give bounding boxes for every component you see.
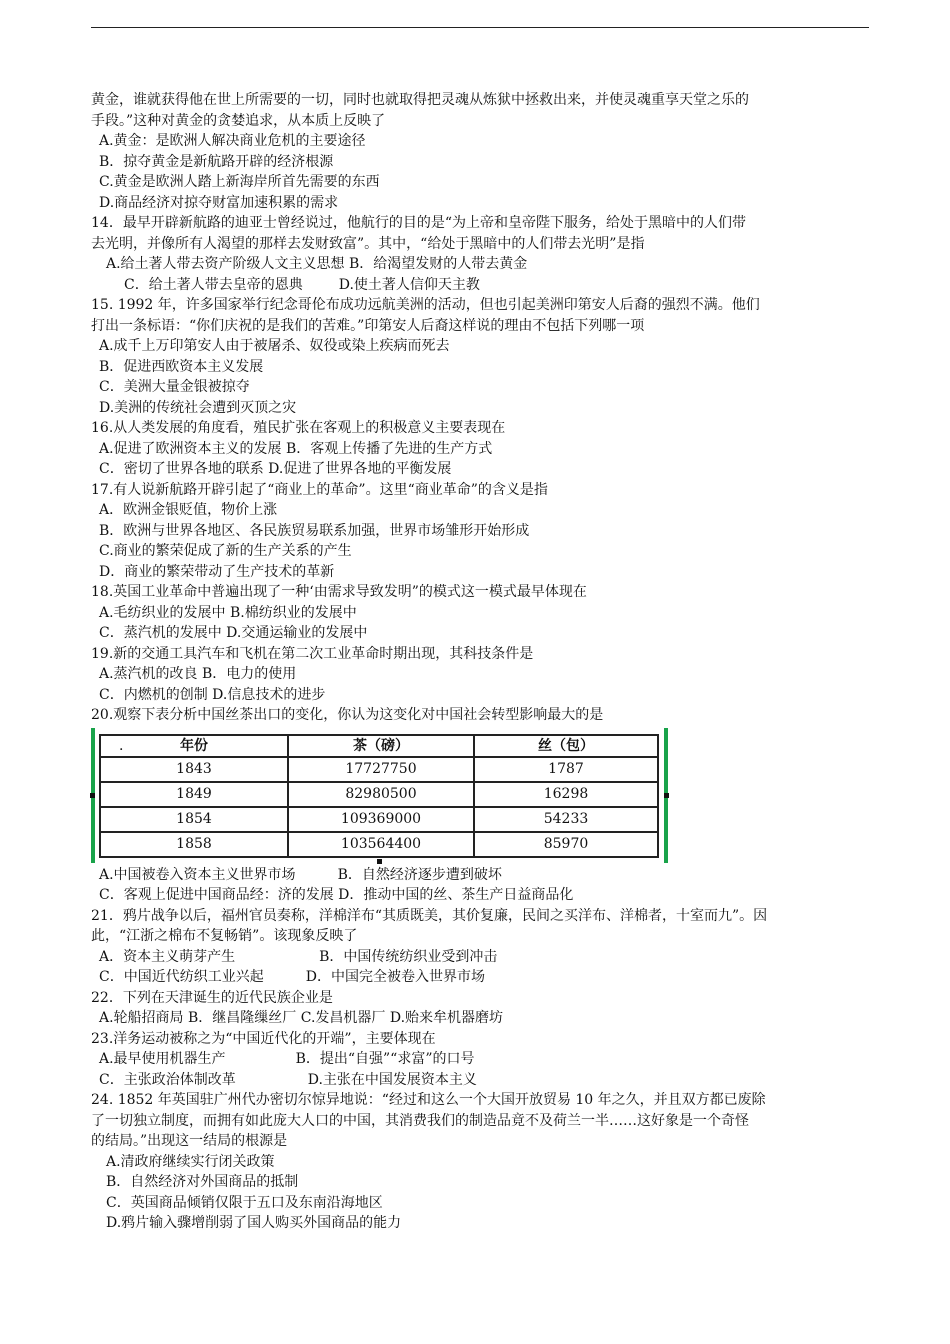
question-20 (91, 705, 871, 906)
options-cd (91, 967, 871, 988)
question-15 (91, 295, 871, 418)
option-b: B．自然经济逐步遭到破坏 (337, 866, 502, 883)
silk-tea-export-table-image[interactable] (91, 728, 668, 863)
stem-line: 14．最早开辟新航路的迪亚士曾经说过，他航行的目的是“为上帝和皇帝陛下服务，给处于黑暗中的人们带 (91, 215, 746, 231)
question-18 (91, 582, 871, 644)
question-24 (91, 1090, 871, 1234)
stem-line: 了一切独立制度，而拥有如此庞大人口的中国，其消费我们的制造品竟不及荷兰一半……这好象是一个奇怪 (91, 1112, 749, 1129)
option-d: D．商业的繁荣带动了生产技术的革新 (99, 563, 335, 580)
cell-tea: 109369000 (288, 807, 474, 832)
resize-handle-left[interactable] (90, 793, 95, 798)
stem-line: 打出一条标语：“你们庆祝的是我们的苦难。”印第安人后裔这样说的理由不包括下列哪一项 (91, 317, 645, 334)
silk-tea-table (99, 734, 659, 858)
stem-line: 19.新的交通工具汽车和飞机在第二次工业革命时期出现，其科技条件是 (91, 645, 534, 662)
options-cd: C．内燃机的创制 D.信息技术的进步 (99, 686, 326, 703)
question-14 (91, 213, 871, 295)
stem-line: 21．鸦片战争以后，福州官员奏称，洋棉洋布“其质既美，其价复廉，民间之买洋布、洋棉者，十室而九”。因 (91, 907, 768, 924)
stem-line: 16.从人类发展的角度看，殖民扩张在客观上的积极意义主要表现在 (91, 420, 506, 436)
exam-page (91, 90, 871, 1234)
options-cd: C．密切了世界各地的联系 D.促进了世界各地的平衡发展 (99, 461, 452, 477)
cell-year: 1849 (100, 782, 288, 807)
header-rule (91, 27, 869, 28)
table-row (100, 782, 658, 807)
option-a: A.最早使用机器生产 (99, 1051, 226, 1067)
cell-tea: 17727750 (288, 757, 474, 782)
option-a: A.中国被卷入资本主义世界市场 (99, 866, 296, 883)
option-d: D.使土著人信仰天主教 (338, 276, 480, 293)
option-d: D.美洲的传统社会遭到灭顶之灾 (99, 399, 297, 416)
header-tea: 茶（磅） (288, 735, 474, 758)
option-b: B．提出“自强”“求富”的口号 (295, 1051, 475, 1067)
options-cd: C．蒸汽机的发展中 D.交通运输业的发展中 (99, 625, 368, 641)
option-b: B．促进西欧资本主义发展 (99, 358, 264, 375)
options-cd (91, 275, 871, 296)
option-c: C．中国近代纺织工业兴起 (99, 969, 264, 985)
option-b: B．欧洲与世界各地区、各民族贸易联系加强，世界市场雏形开始形成 (99, 522, 530, 539)
stem-line: 此，“江浙之棉布不复畅销”。该现象反映了 (91, 928, 358, 944)
stem-line: 24. 1852 年英国驻广州代办密切尔惊异地说：“经过和这么一个大国开放贸易 10 年之久，并且双方都已废除 (91, 1092, 766, 1108)
stem-line: 的结局。”出现这一结局的根源是 (91, 1133, 288, 1149)
option-d: D．中国完全被卷入世界市场 (305, 969, 485, 985)
option-d: D.主张在中国发展资本主义 (307, 1071, 477, 1088)
cell-year: 1854 (100, 807, 288, 832)
table-header-row (100, 735, 658, 758)
header-year: · 年份 (100, 735, 288, 758)
cell-silk: 1787 (474, 757, 658, 782)
options-ab: A.促进了欧洲资本主义的发展 B．客观上传播了先进的生产方式 (99, 440, 493, 457)
stem-line: 黄金，谁就获得他在世上所需要的一切，同时也就取得把灵魂从炼狱中拯救出来，并使灵魂重享天堂之乐的 (91, 92, 749, 108)
option-a: A．欧洲金银贬值，物价上涨 (99, 502, 278, 518)
cell-year: 1843 (100, 757, 288, 782)
stem-line: 去光明，并像所有人渴望的那样去发财致富”。其中，“给处于黑暗中的人们带去光明”是指 (91, 235, 645, 252)
question-19 (91, 644, 871, 706)
stem-line: 20.观察下表分析中国丝茶出口的变化，你认为这变化对中国社会转型影响最大的是 (91, 707, 604, 723)
options-ab (91, 947, 871, 968)
cell-silk: 54233 (474, 807, 658, 832)
option-c: C．给土著人带去皇帝的恩典 (124, 276, 303, 293)
question-21 (91, 906, 871, 988)
question-23 (91, 1029, 871, 1091)
question-16 (91, 418, 871, 480)
option-c: C．英国商品倾销仅限于五口及东南沿海地区 (106, 1194, 383, 1211)
option-a: A.成千上万印第安人由于被屠杀、奴役或染上疾病而死去 (99, 338, 450, 354)
question-22 (91, 988, 871, 1029)
options-ab (91, 865, 871, 886)
option-b: B．中国传统纺织业受到冲击 (319, 948, 498, 965)
option-b: B．掠夺黄金是新航路开辟的经济根源 (99, 153, 334, 170)
cell-tea: 82980500 (288, 782, 474, 807)
cell-silk: 85970 (474, 832, 658, 857)
stem-line: 23.洋务运动被称之为“中国近代化的开端”，主要体现在 (91, 1030, 436, 1047)
question-13-continued (91, 90, 871, 213)
option-a: A．资本主义萌芽产生 (99, 948, 236, 965)
options-abcd: A.轮船招商局 B．继昌隆缫丝厂 C.发昌机器厂 D.贻来牟机器磨坊 (99, 1010, 504, 1026)
option-c: C.商业的繁荣促成了新的生产关系的产生 (99, 543, 352, 559)
option-a: A.黄金：是欧洲人解决商业危机的主要途径 (99, 133, 366, 149)
options-ab: A.给土著人带去资产阶级人文主义思想 B．给渴望发财的人带去黄金 (106, 256, 528, 272)
table-row (100, 757, 658, 782)
options-cd: C．客观上促进中国商品经：济的发展 D．推动中国的丝、茶生产日益商品化 (99, 887, 574, 903)
options-ab: A.毛纺织业的发展中 B.棉纺织业的发展中 (99, 604, 357, 621)
question-17 (91, 480, 871, 583)
stem-line: 手段。”这种对黄金的贪婪追求，从本质上反映了 (91, 112, 386, 129)
stem-line: 15. 1992 年，许多国家举行纪念哥伦布成功远航美洲的活动，但也引起美洲印第安人后裔的强烈不满。他们 (91, 297, 760, 313)
option-c: C．美洲大量金银被掠夺 (99, 379, 250, 395)
resize-handle-right[interactable] (664, 793, 669, 798)
cell-silk: 16298 (474, 782, 658, 807)
cell-tea: 103564400 (288, 832, 474, 857)
option-b: B．自然经济对外国商品的抵制 (106, 1174, 299, 1190)
option-c: C．主张政治体制改革 (99, 1071, 236, 1088)
cell-year: 1858 (100, 832, 288, 857)
option-d: D.鸦片输入骤增削弱了国人购买外国商品的能力 (106, 1215, 402, 1231)
options-ab (91, 1049, 871, 1070)
option-c: C.黄金是欧洲人踏上新海岸所首先需要的东西 (99, 174, 380, 190)
table-dot-mark: · (119, 741, 124, 758)
options-cd (91, 1070, 871, 1091)
option-a: A.清政府继续实行闭关政策 (106, 1153, 275, 1170)
table-row (100, 832, 658, 857)
resize-handle-bottom[interactable] (377, 859, 382, 864)
options-ab: A.蒸汽机的改良 B．电力的使用 (99, 666, 297, 682)
stem-line: 17.有人说新航路开辟引起了“商业上的革命”。这里“商业革命”的含义是指 (91, 481, 548, 498)
stem-line: 18.英国工业革命中普遍出现了一种‘由需求导致发明”的模式这一模式最早体现在 (91, 584, 587, 600)
header-silk: 丝（包） (474, 735, 658, 758)
table-row (100, 807, 658, 832)
option-d: D.商品经济对掠夺财富加速积累的需求 (99, 194, 339, 211)
stem-line: 22．下列在天津诞生的近代民族企业是 (91, 989, 333, 1006)
